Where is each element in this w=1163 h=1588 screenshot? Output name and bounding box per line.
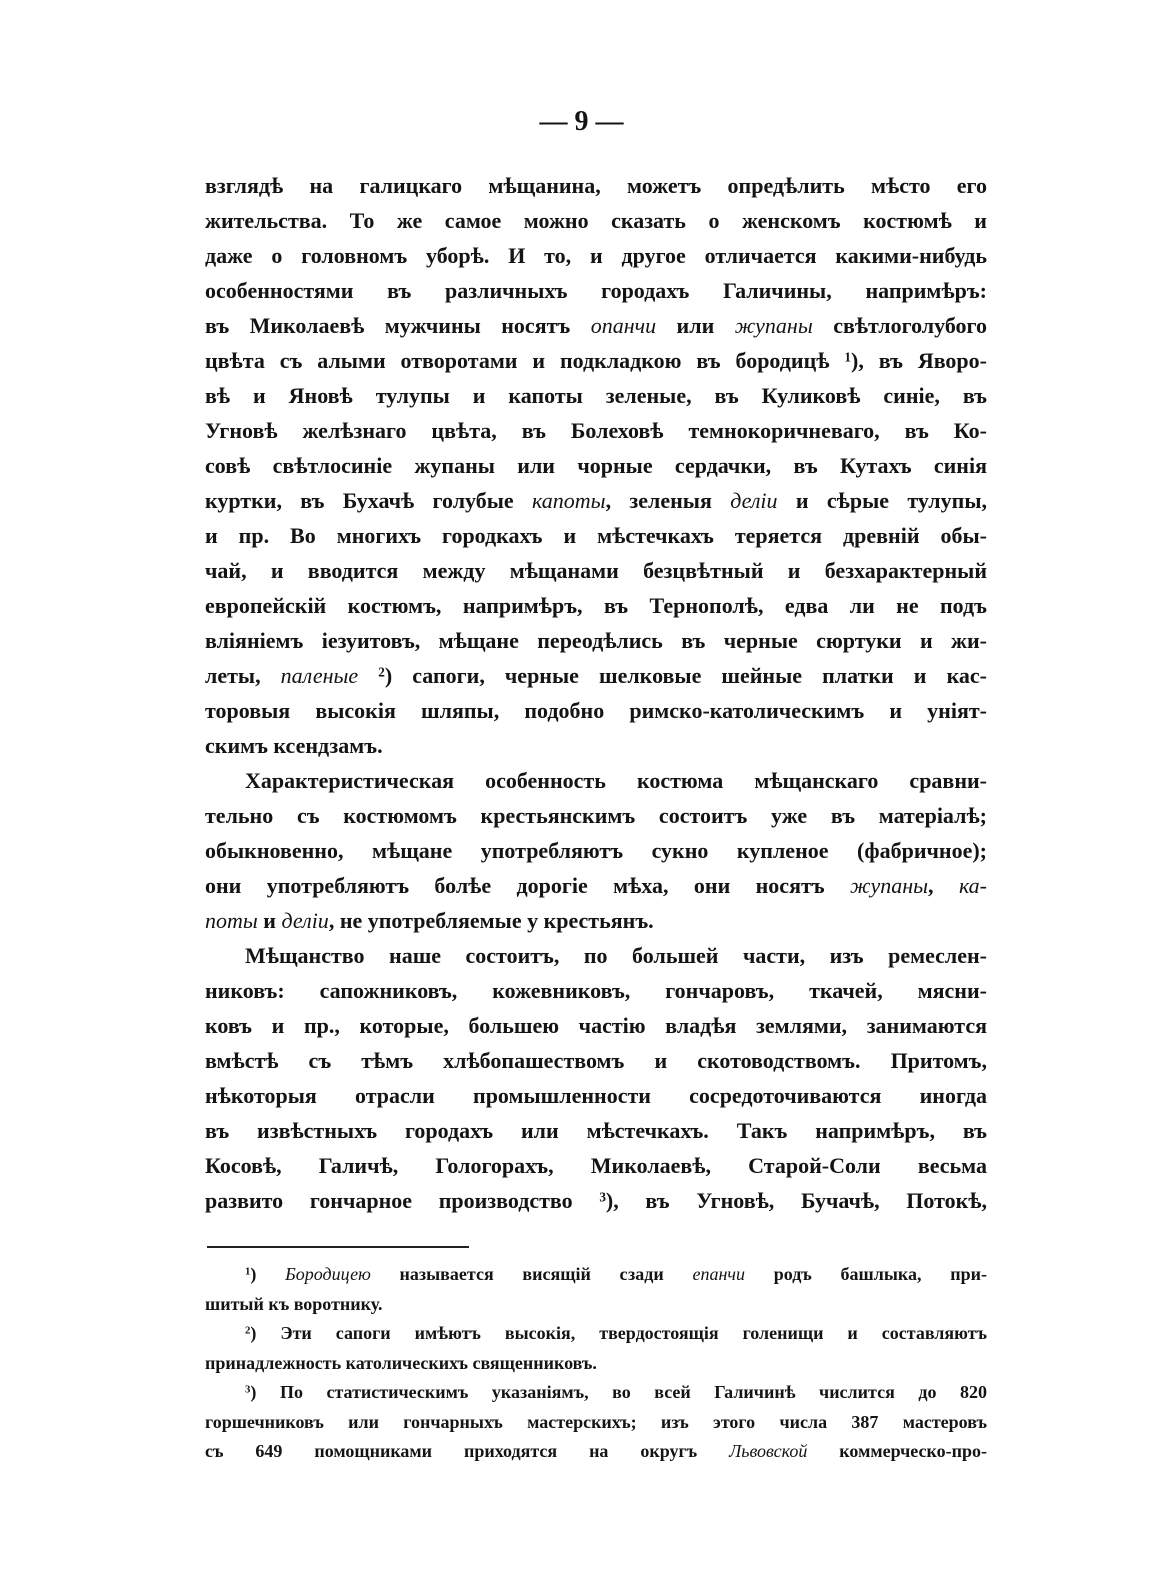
text-segment: ) По статистическимъ указаніямъ, во всей Галичинѣ числится до 820: [250, 1382, 987, 1402]
italic-term: паленые: [280, 663, 359, 688]
text-line: [205, 1008, 987, 1043]
footnote: [205, 1260, 987, 1319]
text-line: [205, 1260, 987, 1290]
text-segment: съ 649 помощниками приходятся на округъ: [205, 1441, 730, 1461]
text-segment: тельно съ костюмомъ крестьянскимъ состоитъ уже въ матеріалѣ;: [205, 803, 987, 828]
footnote: [205, 1319, 987, 1378]
italic-term: опанчи: [590, 313, 657, 338]
text-line: [205, 168, 987, 203]
text-segment: , зеленыя: [605, 488, 731, 513]
text-segment: взглядѣ на галицкаго мѣщанина, можетъ опредѣлить мѣсто его: [205, 173, 987, 198]
text-segment: развито гончарное производство: [205, 1188, 600, 1213]
footnote-divider: [207, 1246, 469, 1248]
footnote-ref: 3: [599, 1189, 606, 1205]
text-segment: леты,: [205, 663, 281, 688]
footnote: [205, 1378, 987, 1467]
text-segment: совѣ свѣтлосиніе жупаны или чорные сердачки, въ Кутахъ синія: [205, 453, 987, 478]
text-segment: жительства. То же самое можно сказать о женскомъ костюмѣ и: [205, 208, 987, 233]
text-segment: торовыя высокія шляпы, подобно римско-католическимъ и уніят-: [205, 698, 987, 723]
paragraph: [205, 168, 987, 763]
text-line: [205, 658, 987, 693]
italic-term: капоты: [532, 488, 606, 513]
footnote-ref: 2: [378, 664, 385, 680]
text-line: [205, 1043, 987, 1078]
text-segment: и пр. Во многихъ городкахъ и мѣстечкахъ теряется древній обы-: [205, 523, 987, 548]
main-text: [205, 168, 987, 1218]
text-line: [205, 448, 987, 483]
text-segment: Угновѣ желѣзнаго цвѣта, въ Болеховѣ темнокоричневаго, въ Ко-: [205, 418, 987, 443]
text-segment: ): [250, 1264, 286, 1284]
text-segment: цвѣта съ алыми отворотами и подкладкою въ бородицѣ: [205, 348, 845, 373]
text-line: [205, 1078, 987, 1113]
footnote-ref: 1: [844, 349, 851, 365]
text-line: [205, 693, 987, 728]
text-line: [205, 1183, 987, 1218]
text-segment: ,: [928, 873, 959, 898]
text-line: [205, 1148, 987, 1183]
text-segment: ), въ Угновѣ, Бучачѣ, Потокѣ,: [605, 1188, 987, 1213]
text-segment: ) сапоги, черные шелковые шейные платки и кас-: [384, 663, 987, 688]
text-line: [205, 623, 987, 658]
text-line: [205, 203, 987, 238]
text-segment: европейскій костюмъ, напримѣръ, въ Тернополѣ, едва ли не подъ: [205, 593, 987, 618]
text-segment: чай, и вводится между мѣщанами безцвѣтный и безхарактерный: [205, 558, 987, 583]
text-segment: даже о головномъ уборѣ. И то, и другое отличается какими-нибудь: [205, 243, 987, 268]
italic-term: Львовской: [729, 1441, 808, 1461]
text-line: [205, 973, 987, 1008]
text-segment: родъ башлыка, при-: [744, 1264, 987, 1284]
footnote-ref: 1: [245, 1265, 251, 1278]
paragraph: [205, 763, 987, 938]
text-segment: и: [257, 908, 282, 933]
text-line: [205, 238, 987, 273]
text-segment: никовъ: сапожниковъ, кожевниковъ, гончаровъ, ткачей, мясни-: [205, 978, 987, 1003]
text-segment: Характеристическая особенность костюма мѣщанскаго сравни-: [245, 768, 987, 793]
text-segment: горшечниковъ или гончарныхъ мастерскихъ; изъ этого числа 387 мастеровъ: [205, 1411, 987, 1432]
text-segment: особенностями въ различныхъ городахъ Галичины, напримѣръ:: [205, 278, 987, 303]
text-segment: шитый къ воротнику.: [205, 1293, 383, 1314]
text-segment: вмѣстѣ съ тѣмъ хлѣбопашествомъ и скотоводствомъ. Притомъ,: [205, 1048, 987, 1073]
italic-term: ка-: [958, 873, 988, 898]
text-line: [205, 413, 987, 448]
paragraph: [205, 938, 987, 1218]
italic-term: жупаны: [850, 873, 929, 898]
text-segment: называется висящій сзади: [370, 1264, 693, 1284]
text-segment: обыкновенно, мѣщане употребляютъ сукно купленое (фабричное);: [205, 838, 987, 863]
text-line: [205, 1290, 987, 1320]
text-line: [205, 833, 987, 868]
text-segment: ковъ и пр., которые, большею частію владѣя землями, занимаются: [205, 1013, 987, 1038]
page-number: — 9 —: [539, 106, 624, 137]
text-segment: въ извѣстныхъ городахъ или мѣстечкахъ. Такъ напримѣръ, въ: [205, 1118, 987, 1143]
italic-term: Бородицею: [285, 1264, 371, 1284]
text-segment: [358, 663, 378, 688]
text-line: [205, 903, 987, 938]
text-segment: ) Эти сапоги имѣютъ высокія, твердостоящія голенищи и составляютъ: [250, 1323, 987, 1343]
footnote-ref: 2: [245, 1324, 251, 1337]
text-line: [205, 1349, 987, 1379]
text-line: [205, 343, 987, 378]
text-segment: коммерческо-про-: [807, 1441, 987, 1461]
text-segment: ), въ Яворо-: [851, 348, 987, 373]
text-segment: Косовѣ, Галичѣ, Гологорахъ, Миколаевѣ, Старой-Соли весьма: [205, 1153, 987, 1178]
text-segment: вліяніемъ іезуитовъ, мѣщане переодѣлись въ черные сюртуки и жи-: [205, 628, 987, 653]
italic-term: поты: [205, 908, 258, 933]
text-line: [205, 1113, 987, 1148]
italic-term: жупаны: [734, 313, 813, 338]
text-line: [205, 308, 987, 343]
text-line: [205, 938, 987, 973]
footnote-ref: 3: [245, 1383, 251, 1396]
text-line: [205, 518, 987, 553]
text-segment: Мѣщанство наше состоитъ, по большей части, изъ ремеслен-: [245, 943, 987, 968]
text-segment: скимъ ксендзамъ.: [205, 733, 383, 758]
text-line: [205, 1408, 987, 1438]
text-line: [205, 273, 987, 308]
text-segment: вѣ и Яновѣ тулупы и капоты зеленые, въ Куликовѣ синіе, въ: [205, 383, 987, 408]
text-line: [205, 763, 987, 798]
text-line: [205, 483, 987, 518]
text-line: [205, 1437, 987, 1467]
italic-term: деліи: [281, 908, 329, 933]
text-segment: куртки, въ Бухачѣ голубые: [205, 488, 533, 513]
text-line: [205, 1378, 987, 1408]
text-segment: свѣтлоголубого: [812, 313, 988, 338]
text-line: [205, 553, 987, 588]
text-line: [205, 588, 987, 623]
footnotes: [205, 1260, 987, 1467]
text-segment: , не употребляемые у крестьянъ.: [328, 908, 654, 933]
text-segment: въ Миколаевѣ мужчины носятъ: [205, 313, 591, 338]
text-segment: они употребляютъ болѣе дорогіе мѣха, они носятъ: [205, 873, 850, 898]
text-segment: принадлежность католическихъ священниковъ.: [205, 1352, 597, 1373]
text-segment: или: [656, 313, 735, 338]
text-line: [205, 798, 987, 833]
text-line: [205, 868, 987, 903]
italic-term: деліи: [730, 488, 778, 513]
text-line: [205, 378, 987, 413]
text-segment: нѣкоторыя отрасли промышленности сосредоточиваются иногда: [205, 1083, 987, 1108]
italic-term: епанчи: [692, 1264, 745, 1284]
text-line: [205, 1319, 987, 1349]
text-segment: и сѣрые тулупы,: [777, 488, 988, 513]
text-line: [205, 728, 987, 763]
